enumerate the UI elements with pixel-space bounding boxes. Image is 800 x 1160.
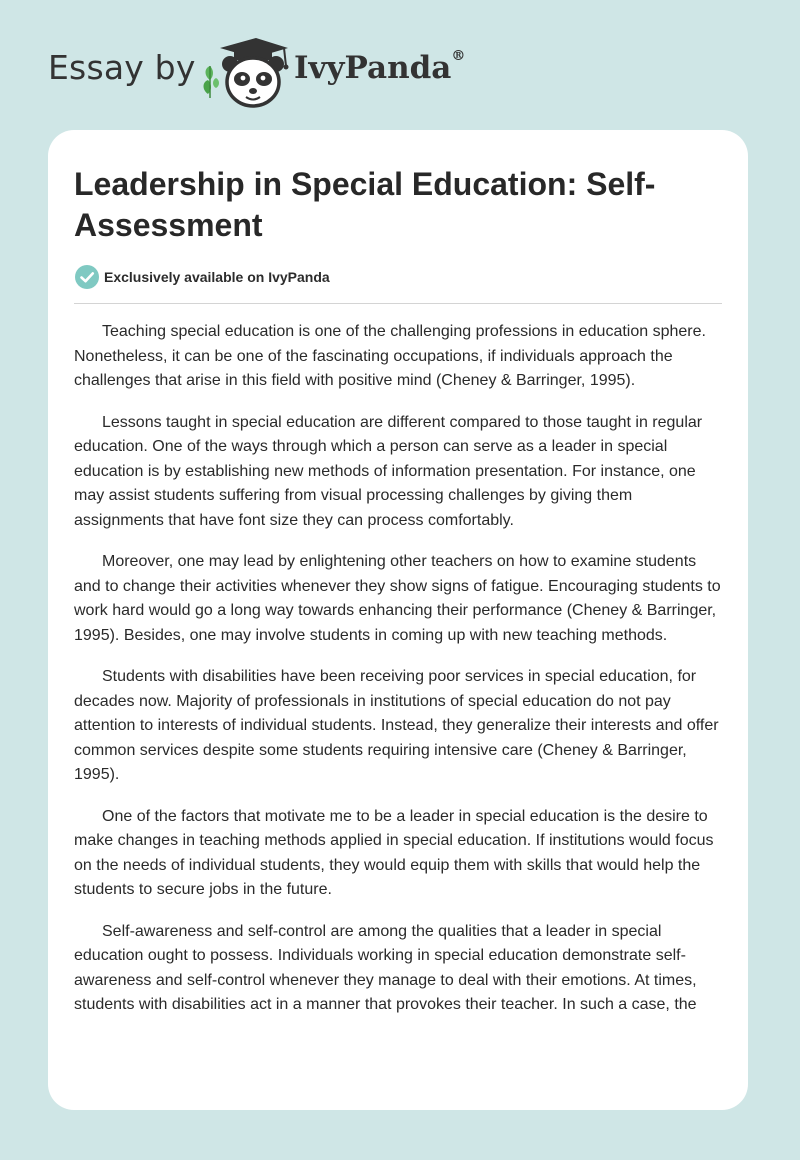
essay-body	[74, 320, 724, 1035]
paragraph: Moreover, one may lead by enlightening other teachers on how to examine students and to change their activities whenever they show signs of fatigue. Encouraging students to work hard would go a long way towards enhancing their performance (Cheney & Barringer, 1995). Besides, one may involve students in coming up with new teaching methods.	[74, 553, 721, 644]
essay-title: Leadership in Special Education: Self-Assessment	[74, 166, 656, 243]
brand-name: IvyPanda®	[294, 48, 466, 86]
paragraph: Teaching special education is one of the challenging professions in education sphere. Nonetheless, it can be one of the fascinating occupations, if individuals approach the challenges that arise in this field with positive mind (Cheney & Barringer, 1995).	[74, 323, 706, 389]
check-circle-icon	[74, 264, 100, 290]
ivypanda-logo-icon[interactable]	[200, 36, 290, 110]
exclusive-label: Exclusively available on IvyPanda	[104, 269, 330, 285]
paragraph: Lessons taught in special education are different compared to those taught in regular education. One of the ways through which a person can serve as a leader in special education is by establishing new methods of information presentation. For instance, one may assist students suffering from visual processing challenges by giving them assignments that have font size they can process comfortably.	[74, 413, 703, 529]
essay-card	[48, 130, 748, 1110]
paragraph: Self-awareness and self-control are among the qualities that a leader in special education ought to possess. Individuals working in special education demonstrate self-awareness and self-control whenever they manage to deal with their emotions. At times, students with disabilities act in a manner that provokes their teacher. In such a case, the	[74, 922, 697, 1013]
divider	[74, 303, 722, 304]
brand-prefix: Essay by	[48, 48, 196, 87]
exclusive-badge	[74, 264, 474, 290]
registered-mark: ®	[451, 48, 466, 64]
paragraph: One of the factors that motivate me to be a leader in special education is the desire to make changes in teaching methods applied in special education. If institutions would focus on the needs of individual students, they would equip them with skills that would help the students to secure jobs in the future.	[74, 807, 714, 898]
brand-header	[48, 36, 508, 110]
paragraph: Students with disabilities have been receiving poor services in special education, for decades now. Majority of professionals in institutions of special education do not pay attention to interests of individual students. Instead, they generalize their interests and offer common services despite some students requiring intensive care (Cheney & Barringer, 1995).	[74, 668, 719, 783]
